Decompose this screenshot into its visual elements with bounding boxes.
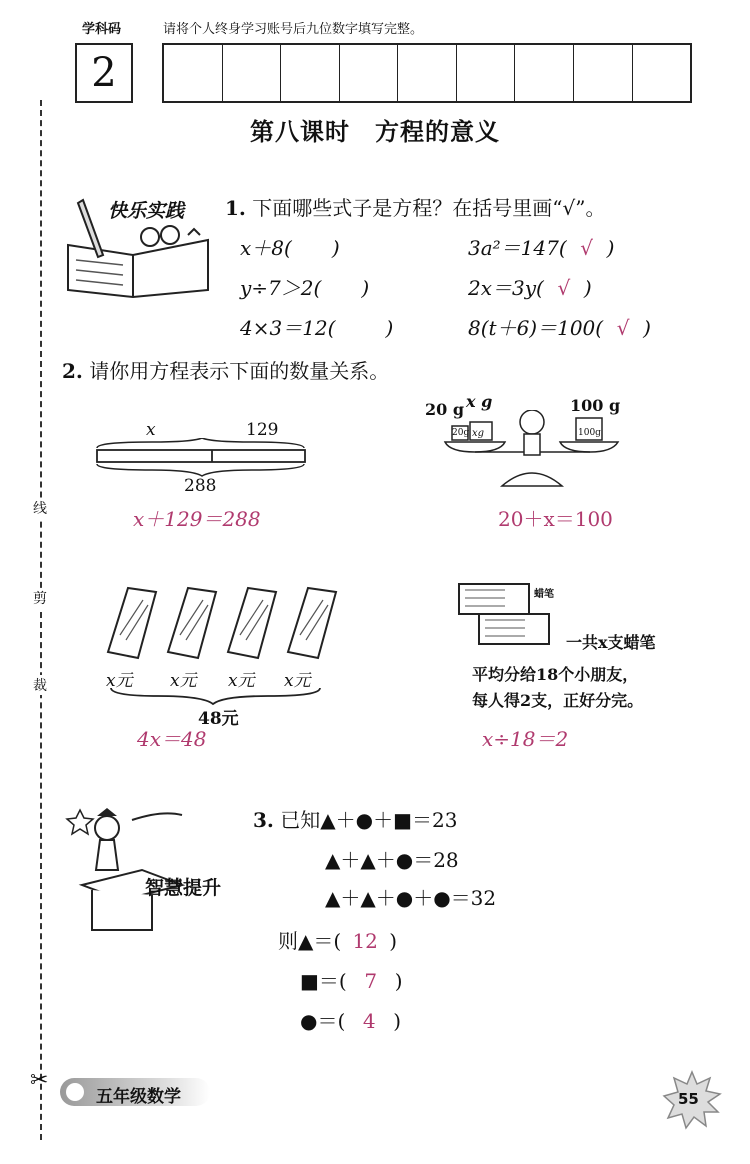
total-brace xyxy=(108,686,323,706)
q2-text: 请你用方程表示下面的数量关系。 xyxy=(89,359,390,383)
price-label-2: x元 xyxy=(170,671,197,691)
q3-answer-circle xyxy=(300,1005,401,1034)
q1-close: ) xyxy=(361,276,370,300)
segment-x-label: x xyxy=(146,420,156,440)
price-label-3: x元 xyxy=(228,671,255,691)
segment-total-label: 288 xyxy=(184,476,217,496)
q3-eq2: ▲＋▲＋●＝28 xyxy=(325,848,459,872)
digit-cell[interactable] xyxy=(633,45,691,101)
balance-scale-icon xyxy=(440,410,620,490)
weight-100g-label: 100 g xyxy=(570,396,621,415)
q1-close: ) xyxy=(643,316,651,340)
q3-line-1 xyxy=(253,804,457,833)
subject-code-label: 学科码 xyxy=(82,22,122,37)
graduate-illustration xyxy=(62,800,222,940)
digit-cell[interactable] xyxy=(398,45,457,101)
subject-code-box xyxy=(75,43,133,103)
page-number: 55 xyxy=(678,1090,699,1108)
digit-cell[interactable] xyxy=(164,45,223,101)
subject-code-digit: 2 xyxy=(91,50,117,96)
circle-prefix: ●＝( xyxy=(300,1009,346,1033)
q1-item-1 xyxy=(240,232,340,261)
q2-prompt xyxy=(62,355,389,384)
digit-cell[interactable] xyxy=(223,45,282,101)
q1-expr: x＋8( xyxy=(240,236,292,260)
q1-item-2 xyxy=(468,232,614,261)
q3-eq1: ▲＋●＋■＝23 xyxy=(320,808,458,832)
price-label-1: x元 xyxy=(106,671,133,691)
page-title: 第八课时 方程的意义 xyxy=(250,118,500,146)
square-prefix: ■＝( xyxy=(300,969,347,993)
crayon-line2: 每人得2支，正好分完。 xyxy=(472,691,644,710)
q1-close: ) xyxy=(385,316,394,340)
four-gift-boxes xyxy=(98,580,348,660)
check-mark[interactable]: √ xyxy=(580,236,594,260)
q1-close: ) xyxy=(331,236,340,260)
check-mark[interactable]: √ xyxy=(557,276,571,300)
q1-close: ) xyxy=(606,236,615,260)
q1-number: 1. xyxy=(225,196,246,220)
digit-cell[interactable] xyxy=(515,45,574,101)
q1-item-5 xyxy=(240,312,393,341)
digit-cell[interactable] xyxy=(340,45,399,101)
q3-close: ) xyxy=(393,1009,402,1033)
q3-then: 则 xyxy=(278,929,298,953)
q1-text: 下面哪些式子是方程？在括号里画“√”。 xyxy=(252,196,606,220)
weight-x-label: x g xyxy=(466,392,493,411)
q3-number: 3. xyxy=(253,808,274,832)
q3-answer-triangle xyxy=(278,925,397,954)
q1-item-4 xyxy=(468,272,592,301)
q1-expr: 3a²＝147( xyxy=(468,236,567,260)
q2-number: 2. xyxy=(62,359,83,383)
scissors-icon: ✂ xyxy=(30,1068,49,1093)
digit-cell[interactable] xyxy=(281,45,340,101)
digit-cell[interactable] xyxy=(457,45,516,101)
weight-20g-label: 20 g xyxy=(425,400,465,419)
practice-badge: 快乐实践 xyxy=(108,200,185,222)
weight-box-100g: 100g xyxy=(578,428,601,438)
total-price-label: 48元 xyxy=(198,709,239,729)
price-label-4: x元 xyxy=(284,671,311,691)
q2-answer-2[interactable]: 20＋x＝100 xyxy=(498,507,613,531)
q2-answer-3[interactable]: 4x＝48 xyxy=(137,727,207,751)
digit-cell[interactable] xyxy=(574,45,633,101)
q1-item-3 xyxy=(240,272,369,301)
q1-expr: 2x＝3y( xyxy=(468,276,544,300)
cut-char-cut: 剪 xyxy=(32,588,48,608)
q1-expr: 8(t＋6)＝100( xyxy=(468,316,604,340)
q3-close: ) xyxy=(394,969,403,993)
q3-lead: 已知 xyxy=(280,808,321,832)
q2-answer-1[interactable]: x＋129＝288 xyxy=(133,507,261,531)
star-icon xyxy=(66,1083,84,1101)
account-number-grid[interactable] xyxy=(162,43,692,103)
square-value[interactable]: 7 xyxy=(364,969,378,993)
q1-prompt xyxy=(225,192,605,221)
book-title: 五年级数学 xyxy=(96,1087,181,1107)
crayon-box-label: 蜡笔 xyxy=(534,589,554,600)
triangle-prefix: ▲＝( xyxy=(298,929,342,953)
segment-diagram xyxy=(92,438,312,478)
q1-item-6 xyxy=(468,312,651,341)
crayon-total-caption: 一共x支蜡笔 xyxy=(566,633,656,652)
segment-129-label: 129 xyxy=(246,420,279,440)
q1-close: ) xyxy=(583,276,592,300)
q3-close: ) xyxy=(389,929,397,953)
crayon-line1: 平均分给18个小朋友， xyxy=(472,665,639,684)
check-mark[interactable]: √ xyxy=(616,316,630,340)
q1-expr: 4×3＝12( xyxy=(240,316,336,340)
q3-eq3: ▲＋▲＋●＋●＝32 xyxy=(325,886,497,910)
cut-char-trim: 裁 xyxy=(32,675,48,695)
triangle-value[interactable]: 12 xyxy=(352,929,378,953)
account-note: 请将个人终身学习账号后九位数字填写完整。 xyxy=(163,22,424,37)
cut-line xyxy=(40,100,42,1140)
q3-answer-square xyxy=(300,965,403,994)
circle-value[interactable]: 4 xyxy=(362,1009,376,1033)
q1-expr: y÷7＞2( xyxy=(240,276,322,300)
cut-char-line: 线 xyxy=(32,498,48,518)
weight-box-x: xg xyxy=(472,428,485,439)
q2-answer-4[interactable]: x÷18＝2 xyxy=(482,727,569,751)
weight-box-20g: 20g xyxy=(452,428,470,438)
wisdom-badge: 智慧提升 xyxy=(145,877,222,899)
